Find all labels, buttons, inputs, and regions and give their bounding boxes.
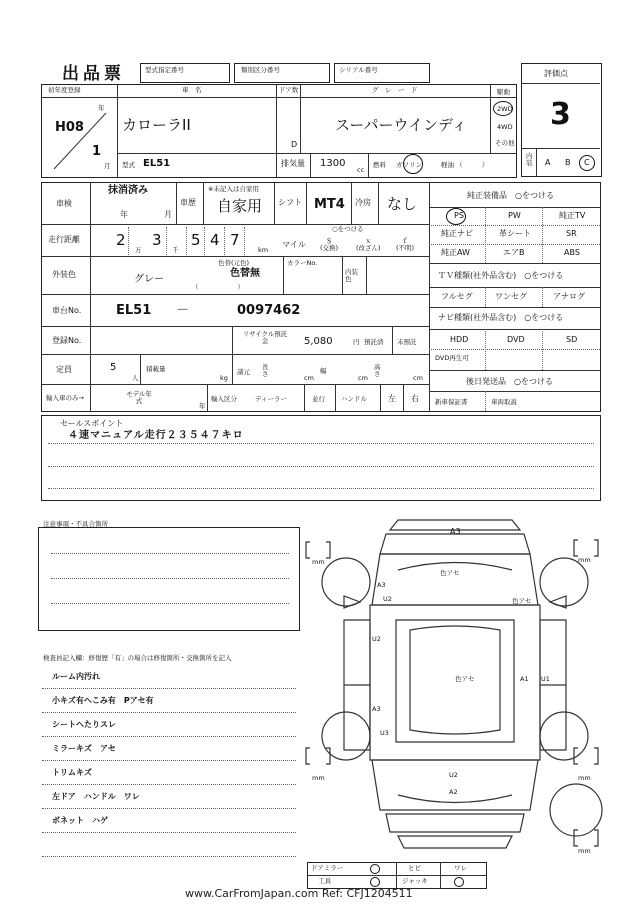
mileage-digit: 2	[116, 231, 126, 249]
damage-mark: U2	[383, 595, 392, 603]
grade-eval-box	[521, 63, 602, 177]
note-item: 左ドア ハンドル ワレ	[52, 792, 140, 801]
interior-a: A	[545, 158, 551, 167]
chassis-prefix: EL51	[116, 303, 152, 318]
mm-label: mm	[312, 774, 325, 782]
car-name: カローラII	[122, 116, 191, 134]
mileage-digit: 7	[230, 231, 240, 249]
damage-mark: U2	[449, 771, 458, 779]
import-dealer: ディーラー	[255, 395, 287, 403]
chassis-dash: －	[176, 303, 190, 318]
equip-pw: PW	[508, 211, 521, 220]
dims-label: 諸元	[237, 368, 250, 376]
displacement-unit: cc	[357, 166, 365, 174]
inspection-status: 抹消済み	[108, 185, 148, 196]
legend-broken: ワレ	[454, 864, 467, 872]
note-item: ボネット ハゲ	[52, 816, 108, 825]
mileage-swap: ＄ (交換)	[320, 237, 339, 252]
main-grid	[41, 182, 601, 412]
history-value: 自家用	[217, 197, 263, 215]
serial-box	[334, 63, 430, 83]
legend-door-mirror: ドアミラー	[311, 864, 344, 872]
equipment-header: 純正装備品 ○をつける	[467, 191, 554, 200]
equip-navi: 純正ナビ	[441, 229, 473, 238]
legend-crack: ヒビ	[408, 864, 421, 872]
grade-label: グ レ ー ド	[372, 86, 418, 94]
equip-tv: 純正TV	[559, 211, 586, 220]
height-label: 高さ	[374, 363, 381, 378]
drive-label: 駆動	[497, 88, 510, 96]
reg-year-unit: 年	[98, 104, 105, 112]
recycle-paid: 預託済	[364, 338, 384, 346]
mileage-digit: 5	[191, 231, 201, 249]
inspection-label: 車検	[56, 199, 72, 208]
damage-mark: A3	[450, 527, 461, 536]
damage-mark: 色アセ	[512, 597, 532, 605]
capacity-unit: 人	[132, 374, 139, 382]
watermark: www.CarFromJapan.com Ref: CFJ1204511	[185, 887, 413, 900]
grade-eval-label: 評価点	[544, 69, 568, 78]
legend-tools: 工具	[318, 877, 331, 885]
navi-dvd: DVD	[507, 335, 525, 344]
damage-mark: 色アセ	[440, 569, 460, 577]
color-value: グレー	[134, 274, 164, 285]
door-label: ドア数	[279, 86, 299, 94]
door-d: D	[291, 140, 298, 149]
damage-mark: U1	[541, 675, 550, 683]
type-cert-box	[140, 63, 230, 83]
interior-c: C	[584, 158, 590, 167]
mileage-digit: 4	[210, 231, 220, 249]
width-unit: cm	[358, 374, 368, 382]
tv-header: ＴＶ種類(社外品含む) ○をつける	[438, 271, 564, 280]
mileage-unknown: ｆ (不明)	[396, 237, 415, 252]
legend-box	[307, 862, 487, 889]
height-unit: cm	[413, 374, 423, 382]
fuel-gasoline: ガソリン	[396, 161, 422, 169]
shift-label: シフト	[278, 198, 302, 207]
equip-ps: PS	[454, 211, 464, 220]
drive-2wd-circle	[493, 101, 513, 116]
length-unit: cm	[304, 374, 314, 382]
recycle-unit: 円	[353, 338, 360, 346]
chassis-label: 車台No.	[52, 306, 82, 315]
mileage-alt: ｘ (改ざん)	[356, 237, 381, 252]
note-item: トリムキズ	[52, 768, 92, 777]
interior-b: B	[565, 158, 571, 167]
car-name-label: 車 名	[182, 86, 202, 94]
model-value: EL51	[143, 158, 171, 169]
import-class-label: 輸入区分	[211, 395, 237, 403]
damage-mark: A3	[372, 705, 381, 713]
damage-mark: U3	[380, 729, 389, 737]
handle-label: ハンドル	[341, 395, 367, 403]
legend-tools-circle	[370, 877, 380, 887]
type-cert-label: 型式指定番号	[145, 66, 184, 74]
displacement-value: 1300	[320, 158, 346, 169]
model-year-unit: 年	[199, 402, 206, 410]
damage-mark: U2	[372, 635, 381, 643]
recycle-unpaid: 未預託	[397, 338, 417, 346]
after-warranty: 新車保証書	[435, 398, 468, 406]
vehicle-info-box	[41, 84, 517, 178]
mileage-unit: 万	[135, 246, 142, 254]
dvd-label: DVD再生可	[435, 354, 469, 362]
aircon-label: 冷房	[355, 198, 371, 207]
plate-label: 登録No.	[52, 336, 82, 345]
grade-value: スーパーウインディ	[335, 116, 467, 134]
drive-other: その他	[495, 139, 515, 147]
load-unit: kg	[220, 374, 228, 382]
length-label: 長さ	[262, 363, 269, 378]
first-reg-label: 初年度登録	[48, 86, 81, 94]
displacement-label: 排気量	[281, 159, 305, 168]
handle-left: 左	[388, 394, 396, 403]
note-item: ミラーキズ アセ	[52, 744, 116, 753]
navi-hdd: HDD	[450, 335, 469, 344]
capacity-label: 定員	[56, 365, 72, 374]
import-parallel: 並行	[312, 395, 325, 403]
interior-c-circle	[579, 155, 595, 171]
mm-label: mm	[578, 774, 591, 782]
import-label: 輸入車のみ→	[46, 394, 84, 402]
mileage-digit: 3	[152, 231, 162, 249]
drive-4wd: 4WD	[497, 123, 513, 131]
fuel-label: 燃料	[373, 161, 386, 169]
mm-label: mm	[578, 847, 591, 855]
damage-mark: A1	[520, 675, 529, 683]
sales-point-text: ４速マニュアル走行２３５４７キロ	[68, 430, 244, 441]
sales-point-box	[41, 415, 601, 501]
handle-right: 右	[411, 394, 419, 403]
equip-sr: SR	[566, 229, 577, 238]
mileage-label: 走行距離	[48, 235, 80, 244]
tv-oneseg: ワンセグ	[495, 292, 527, 301]
inspector-label: 検査員記入欄：修復歴「有」の場合は修復箇所・交換箇所を記入	[43, 654, 232, 662]
model-year-label: モデル年式	[126, 390, 152, 405]
recycle-label: リサイクル預託金	[242, 330, 288, 345]
car-damage-diagram	[300, 510, 610, 865]
color-change-label: 色替(元色)	[218, 259, 250, 267]
equip-leather: 革シート	[499, 229, 531, 238]
capacity-value: 5	[110, 362, 117, 373]
tv-analog: アナログ	[553, 292, 585, 301]
fuel-diesel: 軽油	[441, 161, 454, 169]
color-no-label: カラーNo.	[287, 259, 318, 267]
shift-value: MT4	[314, 197, 345, 212]
history-note: ※未記入は自家用	[208, 185, 259, 193]
interior-color-label: 内装色	[345, 268, 358, 283]
history-label: 車歴	[180, 198, 196, 207]
inspector-notes	[38, 665, 300, 865]
serial-label: シリアル番号	[339, 66, 378, 74]
damage-mark: A2	[449, 788, 458, 796]
equip-ps-circle	[446, 208, 466, 225]
note-item: 小キズ有へこみ有 Pアセ有	[52, 696, 154, 705]
mileage-mark-label: ○をつける	[332, 225, 364, 233]
note-item: ルーム内汚れ	[52, 672, 100, 681]
mileage-unit: 千	[172, 246, 179, 254]
reg-month: 1	[92, 144, 102, 159]
legend-mirror-circle	[370, 864, 380, 874]
class-label: 類別区分番号	[241, 66, 280, 74]
navi-header: ナビ種類(社外品含む) ○をつける	[438, 313, 564, 322]
inspection-month: 月	[164, 210, 172, 219]
after-header: 後日発送品 ○をつける	[466, 377, 553, 386]
navi-sd: SD	[566, 335, 578, 344]
fuel-gasoline-circle	[403, 154, 423, 174]
damage-mark: A3	[377, 581, 386, 589]
mileage-miles: マイル	[282, 240, 306, 249]
model-label: 型式	[122, 161, 135, 169]
recycle-value: 5,080	[304, 336, 333, 347]
legend-jack: ジャッキ	[402, 877, 428, 885]
notes-box	[38, 527, 300, 631]
load-label: 積載量	[146, 365, 166, 373]
legend-jack-circle	[454, 877, 464, 887]
note-item: シートへたりスレ	[52, 720, 116, 729]
damage-mark: 色アセ	[455, 675, 475, 683]
reg-slash	[50, 109, 110, 173]
notes-label: 注意事項・不具合箇所	[43, 520, 108, 528]
sales-point-label: セールスポイント	[60, 419, 124, 428]
mm-label: mm	[578, 556, 591, 564]
width-label: 幅	[320, 367, 327, 375]
color-paren: （ ）	[192, 283, 244, 291]
grade-eval-value: 3	[550, 97, 571, 132]
reg-era-year: H08	[55, 120, 84, 135]
mm-label: mm	[312, 558, 325, 566]
tv-fullseg: フルセグ	[441, 292, 473, 301]
chassis-number: 0097462	[237, 303, 301, 318]
drive-2wd: 2WD	[497, 105, 513, 113]
class-box	[234, 63, 330, 83]
inspection-year: 年	[120, 210, 128, 219]
equip-airbag: エアB	[503, 248, 525, 257]
equip-aw: 純正AW	[441, 248, 470, 257]
mileage-unit: km	[258, 246, 269, 254]
reg-month-unit: 月	[104, 162, 111, 170]
aircon-value: なし	[387, 195, 418, 213]
color-change-value: 色替無	[230, 268, 260, 279]
after-manual: 車両取説	[491, 398, 517, 406]
color-label: 外装色	[52, 270, 76, 279]
interior-label: 内装	[526, 152, 533, 167]
equip-abs: ABS	[564, 248, 580, 257]
fuel-paren: （ ）	[456, 161, 489, 169]
page-title: 出品票	[62, 64, 125, 84]
